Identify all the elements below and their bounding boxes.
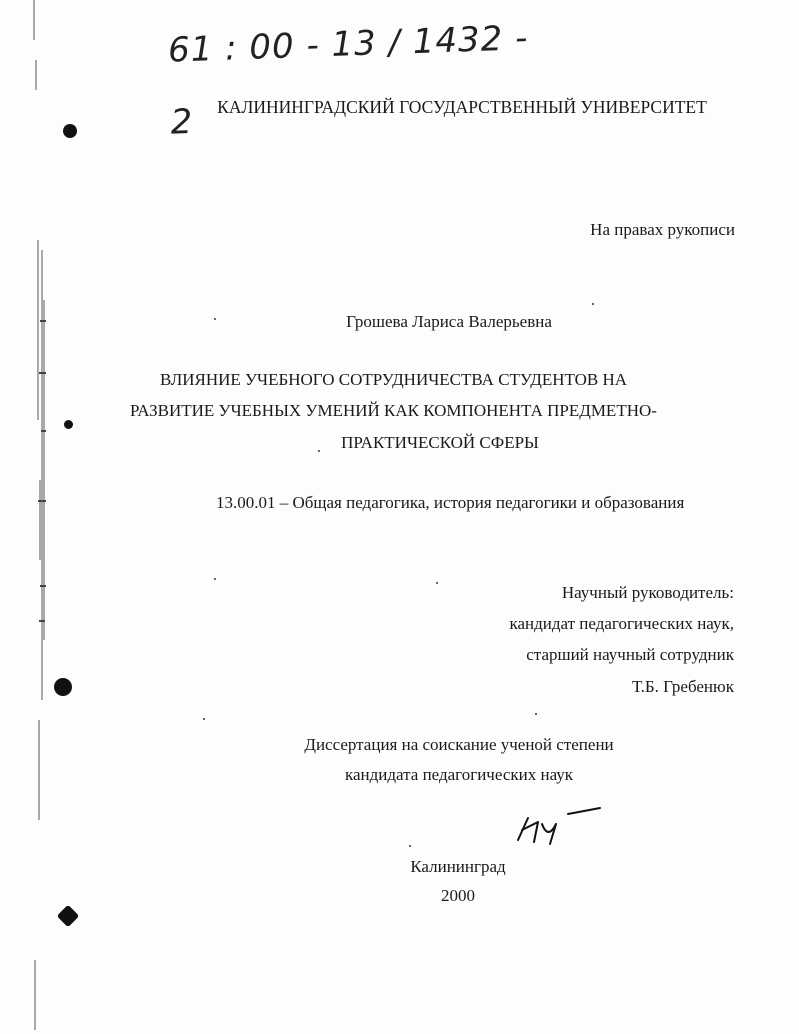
author-name: Грошева Лариса Валерьевна bbox=[346, 312, 552, 331]
specialty-code: 13.00.01 – Общая педагогика, история педагогики и образования bbox=[216, 493, 685, 512]
supervisor-name: Т.Б. Гребенюк bbox=[631, 677, 734, 696]
supervisor-title: старший научный сотрудник bbox=[526, 645, 734, 664]
scan-speck bbox=[203, 718, 205, 720]
university-name: КАЛИНИНГРАДСКИЙ ГОСУДАРСТВЕННЫЙ УНИВЕРСИТЕТ bbox=[217, 97, 707, 117]
scan-speck bbox=[214, 318, 216, 320]
year: 2000 bbox=[441, 886, 475, 905]
scan-speck bbox=[535, 713, 537, 715]
scan-blot bbox=[54, 678, 72, 696]
dissertation-title-line-3: ПРАКТИЧЕСКОЙ СФЕРЫ bbox=[341, 433, 539, 452]
scan-speck bbox=[409, 845, 411, 847]
scan-margin-noise bbox=[30, 0, 54, 1034]
dissertation-title-line-2: РАЗВИТИЕ УЧЕБНЫХ УМЕНИЙ КАК КОМПОНЕНТА ПРЕДМЕТНО- bbox=[130, 401, 657, 420]
handwritten-signature bbox=[508, 800, 608, 850]
supervisor-label: Научный руководитель: bbox=[561, 583, 734, 602]
scan-blot bbox=[64, 420, 73, 429]
dissertation-purpose-line-2: кандидата педагогических наук bbox=[344, 765, 574, 784]
scan-speck bbox=[592, 303, 594, 305]
handwritten-archive-code: 61 : 00 - 13 / 1432 - 2 bbox=[167, 18, 530, 143]
city: Калининград bbox=[410, 857, 506, 876]
rights-note: На правах рукописи bbox=[590, 220, 735, 239]
scan-speck bbox=[318, 450, 320, 452]
dissertation-title-line-1: ВЛИЯНИЕ УЧЕБНОГО СОТРУДНИЧЕСТВА СТУДЕНТОВ НА bbox=[160, 370, 628, 389]
scan-speck bbox=[214, 578, 216, 580]
scan-blot bbox=[63, 124, 77, 138]
supervisor-degree: кандидат педагогических наук, bbox=[509, 614, 734, 633]
dissertation-purpose-line-1: Диссертация на соискание ученой степени bbox=[304, 735, 614, 754]
scan-speck bbox=[436, 582, 438, 584]
scan-blot bbox=[57, 905, 80, 928]
